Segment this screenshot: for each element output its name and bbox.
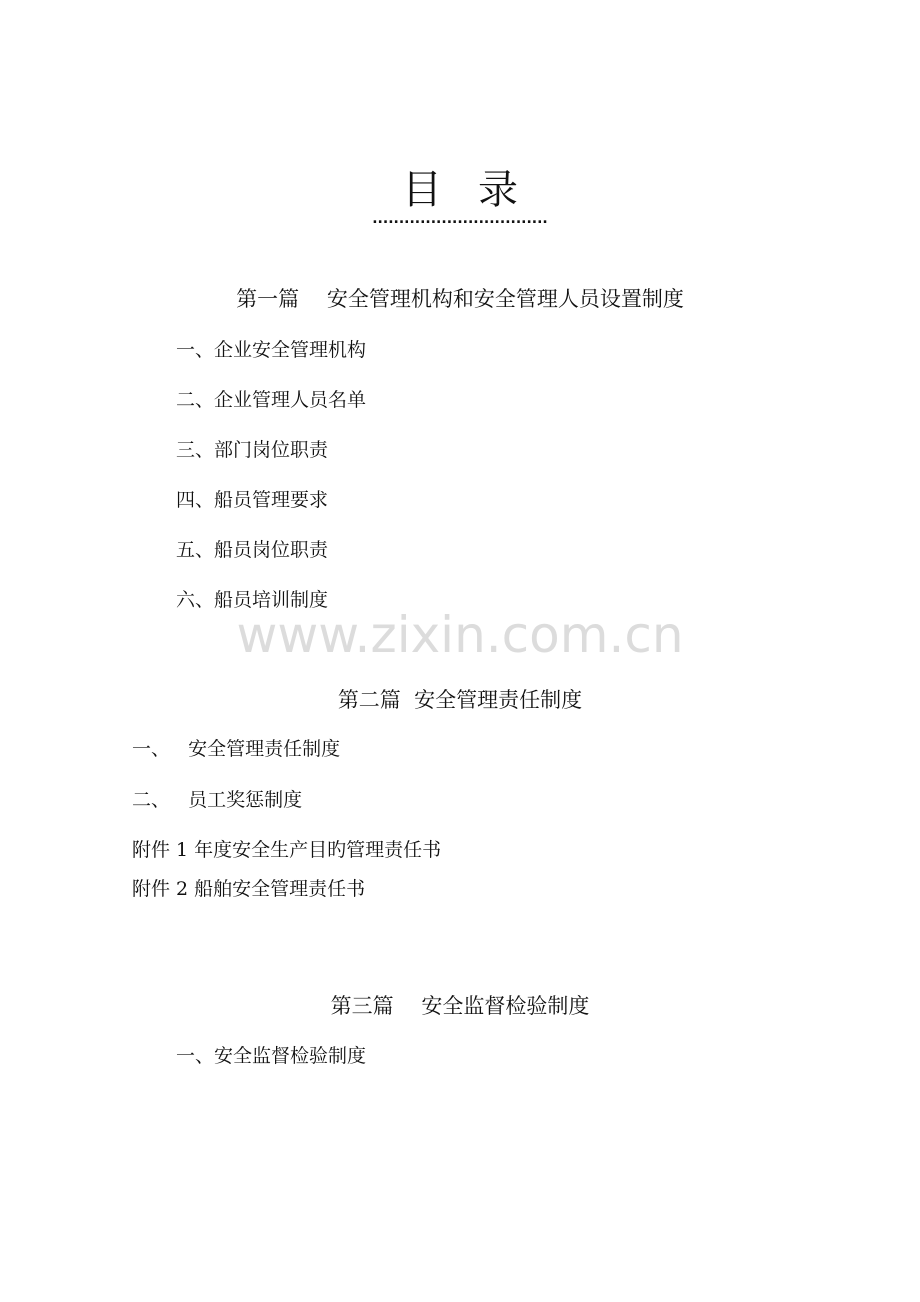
toc-title: [0, 162, 920, 218]
part3-item-1: 一、安全监督检验制度: [176, 1045, 367, 1067]
part1-item-1: 一、企业安全管理机构: [176, 339, 367, 361]
watermark: www.zixin.com.cn: [236, 606, 684, 664]
part3-heading: 第三篇 安全监督检验制度: [330, 994, 590, 1018]
part2-heading: 第二篇 安全管理责任制度: [337, 688, 583, 712]
part1-item-3: 三、部门岗位职责: [176, 439, 329, 461]
title-dotted-rule: .................................: [372, 212, 548, 226]
part1-heading: 第一篇 安全管理机构和安全管理人员设置制度: [236, 287, 684, 311]
part1-item-2: 二、企业管理人员名单: [176, 389, 367, 411]
part2-item-1: 一、 安全管理责任制度: [132, 738, 341, 760]
part1-item-6: 六、船员培训制度: [176, 589, 329, 611]
toc-title-char-2: 录: [478, 167, 518, 213]
part1-item-4: 四、船员管理要求: [176, 489, 329, 511]
toc-title-char-1: 目: [402, 167, 442, 213]
part2-attachment-1: 附件 1 年度安全生产目旳管理责任书: [132, 839, 442, 861]
part1-item-5: 五、船员岗位职责: [176, 539, 329, 561]
part2-item-2: 二、 员工奖惩制度: [132, 789, 303, 811]
part2-attachment-2: 附件 2 船舶安全管理责任书: [132, 878, 366, 900]
